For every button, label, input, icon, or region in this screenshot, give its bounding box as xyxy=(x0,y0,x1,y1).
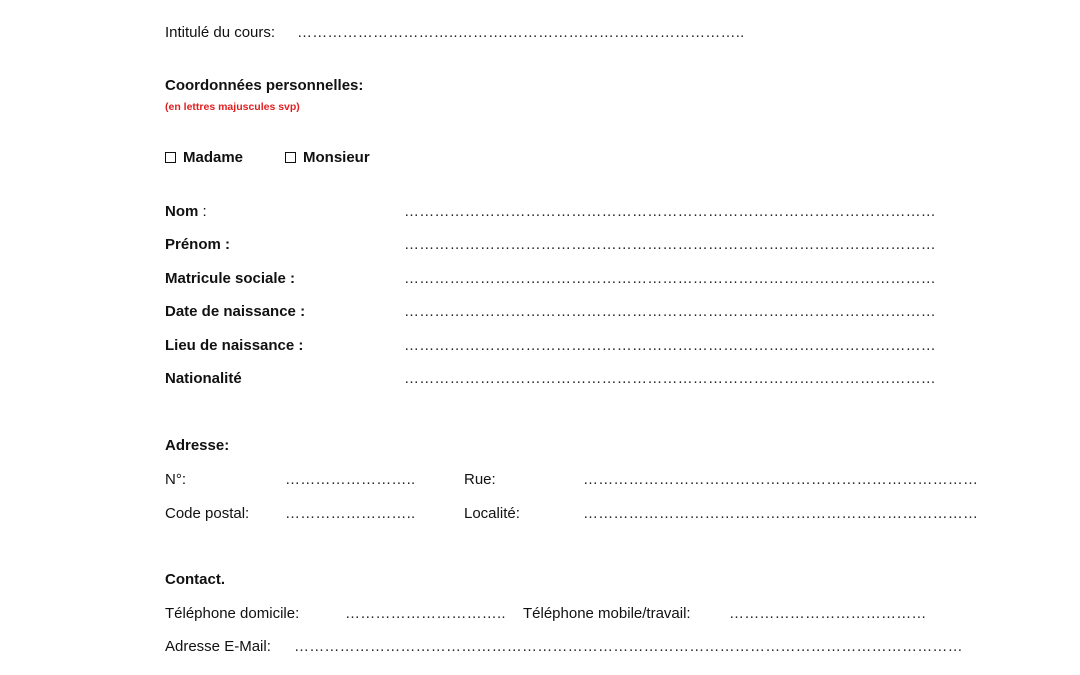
course-title-field[interactable]: …………………………..……….……………………………………….. xyxy=(297,24,745,41)
field-label-postal-code: Code postal: xyxy=(165,505,250,522)
field-input-matricule[interactable]: …………………………………………………………………………………………… xyxy=(404,270,936,287)
field-input-prenom[interactable]: …………………………………………………………………………………………… xyxy=(404,236,936,253)
field-label-city: Localité: xyxy=(464,505,520,522)
field-input-date-naissance[interactable]: …………………………………………………………………………………………… xyxy=(404,303,936,320)
field-label-matricule: Matricule sociale : xyxy=(165,270,296,287)
field-label-lieu-naissance: Lieu de naissance : xyxy=(165,337,304,354)
option-madame[interactable] xyxy=(165,147,243,169)
field-input-number[interactable]: …………………….. xyxy=(285,471,416,488)
field-label-prenom: Prénom : xyxy=(165,236,231,253)
field-input-postal-code[interactable]: …………………….. xyxy=(285,505,416,522)
field-input-nom[interactable]: …………………………………………………………………………………………… xyxy=(404,203,936,220)
field-input-nationalite[interactable]: …………………………………………………………………………………………… xyxy=(404,370,936,387)
field-label-date-naissance: Date de naissance : xyxy=(165,303,306,320)
field-label-nom-text: Nom xyxy=(165,203,199,220)
field-input-street[interactable]: …………………………………………………………………… xyxy=(583,471,979,488)
field-label-nom-colon: : xyxy=(198,203,207,220)
option-monsieur-label: Monsieur xyxy=(303,149,370,166)
field-label-street: Rue: xyxy=(464,471,496,488)
contact-heading-text: Contact. xyxy=(165,571,225,588)
field-label-email: Adresse E-Mail: xyxy=(165,638,271,655)
checkbox-monsieur[interactable] xyxy=(285,152,296,163)
address-heading-text: Adresse: xyxy=(165,437,230,454)
field-input-mobile-phone[interactable]: ………………………………… xyxy=(729,605,927,622)
field-input-home-phone[interactable]: ………………………….. xyxy=(345,605,506,622)
course-title-label: Intitulé du cours: xyxy=(165,24,276,41)
field-label-home-phone: Téléphone domicile: xyxy=(165,605,300,622)
option-monsieur[interactable] xyxy=(285,147,370,169)
field-label-number: N°: xyxy=(165,471,186,488)
field-label-mobile-phone: Téléphone mobile/travail: xyxy=(523,605,691,622)
personal-details-heading-text: Coordonnées personnelles: xyxy=(165,77,364,94)
field-label-nationalite: Nationalité xyxy=(165,370,242,387)
option-madame-label: Madame xyxy=(183,149,244,166)
field-input-lieu-naissance[interactable]: …………………………………………………………………………………………… xyxy=(404,337,936,354)
checkbox-madame[interactable] xyxy=(165,152,176,163)
field-input-city[interactable]: …………………………………………………………………… xyxy=(583,505,979,522)
field-label-nom xyxy=(165,201,207,223)
field-input-email[interactable]: …………………………………………………………………………………………………………………… xyxy=(294,638,963,655)
uppercase-note-text: (en lettres majuscules svp) xyxy=(165,101,300,113)
